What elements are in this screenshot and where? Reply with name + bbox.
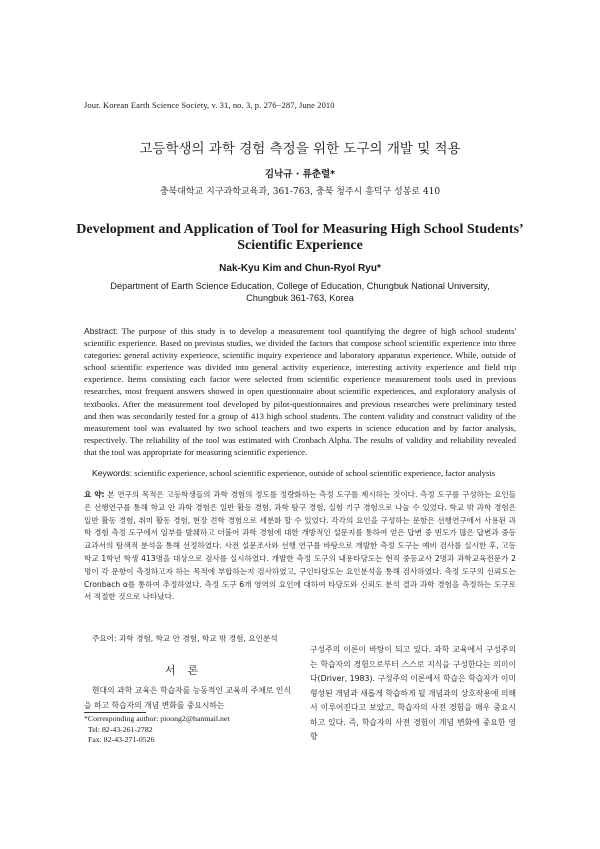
abstract-text: The purpose of this study is to develop a measurement tool quantifying the degree of high school students' scientific experience. Based on previous studies, we divided the factors that compose school scientific experience into three categories: general activity experience, scientific inquiry experience and laboratory apparatus experience. While, outside of school scientific experience was divided into general activity experience, interesting activity experience and field trip experience. Items consisting each factor were selected from scientific experience measurement tools used in previous researches, most frequent answers showed in open questionnaire about scientific experiences, and exploratory analysis of textbooks. After the measurement tool developed by pilot-questionnaires and previous researches were preliminary tested and then was secondarily tested for a group of 413 high school students. The content validity and construct validity of the measurement tool was evaluated by two school teachers and two experts in science education and by factor analysis, respectively. The reliability of the tool was estimated with Cronbach Alpha. The results of validity and reliability revealed that the tool was appropriate for measuring scientific experience. [84, 326, 516, 457]
corresponding-author: *Corresponding author: pioong2@hanmail.net [84, 714, 230, 723]
keywords-text: scientific experience, school scientific experience, outside of school scientific experience, factor analysis [132, 468, 496, 478]
korean-summary-text: 본 연구의 목적은 고등학생들의 과학 경험의 정도를 정량화하는 측정 도구를 제시하는 것이다. 측정 도구를 구성하는 요인들은 선행연구를 통해 학교 안 과학 경험은 일반 활동 경험, 과학 탐구 경험, 실험 기구 경험으로 나눌 수 있었다. 학교 밖 과학 경험은 일반 활동 경험, 취미 활동 경험, 현장 견학 경험으로 세분화 할 수 있었다. 각각의 요인을 구성하는 문항은 선행연구에서 사용된 과학 경험 측정 도구에서 일부를 발췌하고 더불어 과학 경험에 대한 개방적인 설문지를 통하여 얻은 답변 중 빈도가 많은 답변과 중등 교과서의 탐색적 분석을 통해 선정하였다. 사전 설문조사와 선행 연구를 바탕으로 개발한 측정 도구는 예비 검사를 실시한 후, 고등학교 1학년 학생 413명을 대상으로 검사를 실시하였다. 개발한 측정 도구의 내용타당도는 현직 중등교사 2명과 과학교육전문가 2명이 각 문항이 측정하고자 하는 목적에 부합하는지 검사하였고, 구인타당도는 요인분석을 통해 검사하였다. 측정 도구의 신뢰도는 Cronbach α를 통하여 추정하였다. 측정 도구 6개 영역의 요인에 대하여 타당도와 신뢰도 분석 결과 과학 경험을 측정하는 도구로서 적절한 것으로 나타났다. [84, 490, 516, 602]
korean-summary-label: 요 약: [84, 490, 105, 499]
author-fax: Fax: 82-43-271-0526 [88, 735, 155, 745]
keywords-label: Keywords: [92, 468, 133, 478]
footnote-divider [84, 712, 146, 713]
korean-authors: 김낙규 · 류춘렬* [264, 169, 336, 180]
abstract [84, 325, 516, 458]
korean-keywords-label: 주요어: [92, 634, 117, 643]
section-heading-introduction: 서론 [164, 664, 211, 677]
english-affiliation-line1: Department of Earth Science Education, College of Education, Chungbuk National University, [110, 281, 490, 291]
english-affiliation-line2: Chungbuk 361-763, Korea [246, 293, 354, 303]
footnotes [84, 714, 230, 746]
intro-left-column: 현대의 과학 교육은 학습자를 능동적인 교육의 주체로 인식을 하고 학습자의 개념 변화를 중요시하는 [84, 686, 291, 710]
intro-right-column: 구성주의 이론이 바탕이 되고 있다. 과학 교육에서 구성주의는 학습자의 경험으로부터 스스로 지식을 구성한다는 의미이다(Driver, 1983). 구성주의 이론에서 학습은 학습자가 이미 형성된 개념과 새롭게 학습하게 될 개념과의 상호작용에 의해서 이루어진다고 보았고, 학습자의 사전 경험을 매우 중요시하고 있다. 즉, 학습자의 사전 경험이 개념 변화에 중요한 영향 [310, 645, 516, 741]
journal-citation: Jour. Korean Earth Science Society, v. 31, no. 3, p. 276−287, June 2010 [84, 100, 335, 110]
english-authors: Nak-Kyu Kim and Chun-Ryol Ryu* [219, 263, 381, 274]
keywords [92, 468, 516, 478]
english-title-line1: Development and Application of Tool for Measuring High School Students’ [76, 222, 524, 237]
english-affiliation [90, 280, 510, 304]
english-title-line2: Scientific Experience [237, 238, 363, 253]
korean-affiliation: 충북대학교 지구과학교육과, 361-763, 충북 청주시 흥덕구 성봉로 410 [159, 187, 441, 197]
author-tel: Tel: 82-43-261-2782 [88, 724, 153, 734]
korean-keywords-text: 과학 경험, 학교 안 경험, 학교 밖 경험, 요인분석 [116, 634, 278, 643]
korean-summary [84, 489, 516, 604]
abstract-label: Abstract: [84, 326, 118, 336]
english-title [60, 222, 540, 254]
korean-title: 고등학생의 과학 경험 측정을 위한 도구의 개발 및 적용 [139, 141, 461, 157]
